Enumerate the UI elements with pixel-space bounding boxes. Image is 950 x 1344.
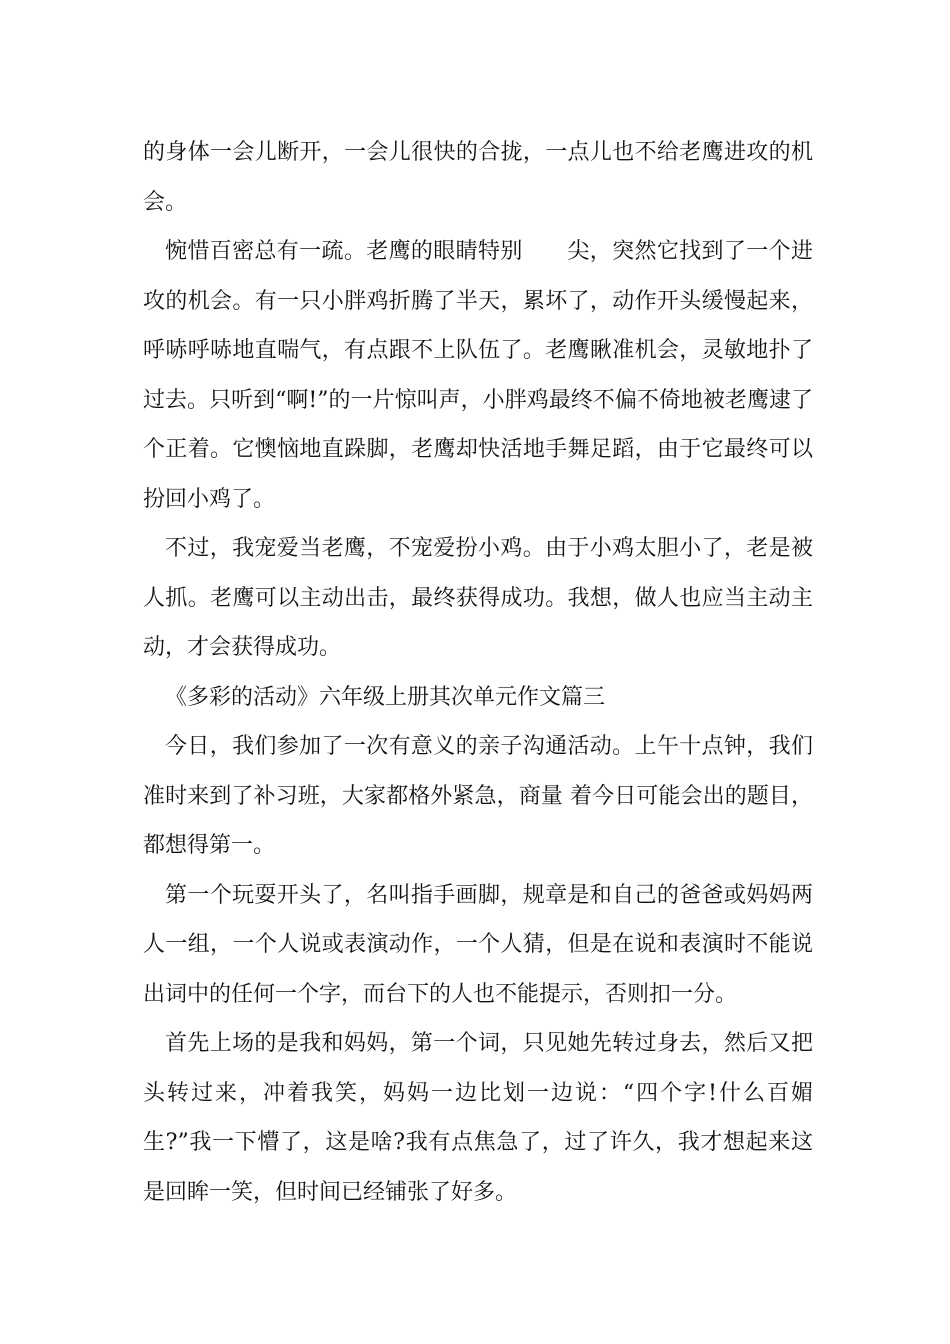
paragraph-3: 不过，我宠爱当老鹰，不宠爱扮小鸡。由于小鸡太胆小了，老是被人抓。老鹰可以主动出击，最终获得成功。我想，做人也应当主动主动，才会获得成功。 <box>143 536 813 660</box>
paragraph-4: 今日，我们参加了一次有意义的亲子沟通活动。上午十点钟，我们准时来到了补习班，大家都格外紧急，商量 着今日可能会出的题目，都想得第一。 <box>143 734 813 858</box>
paragraph-1: 的身体一会儿断开，一会儿很快的合拢，一点儿也不给老鹰进攻的机会。 <box>143 140 813 215</box>
paragraph-5: 第一个玩耍开头了，名叫指手画脚，规章是和自己的爸爸或妈妈两人一组，一个人说或表演动作，一个人猜，但是在说和表演时不能说出词中的任何一个字，而台下的人也不能提示，否则扣一分。 <box>143 882 813 1007</box>
document-body <box>143 128 813 1217</box>
paragraph-2: 惋惜百密总有一疏。老鹰的眼睛特别 尖，突然它找到了一个进攻的机会。有一只小胖鸡折腾了半天，累坏了，动作开头缓慢起来，呼哧呼哧地直喘气，有点跟不上队伍了。老鹰瞅准机会，灵敏地扑了过去。只听到“啊!”的一片惊叫声，小胖鸡最终不偏不倚地被老鹰逮了个正着。它懊恼地直跺脚，老鹰却快活地手舞足蹈，由于它最终可以扮回小鸡了。 <box>143 239 813 512</box>
paragraph-6: 首先上场的是我和妈妈，第一个词，只见她先转过身去，然后又把头转过来，冲着我笑，妈妈一边比划一边说：“四个字!什么百媚生?”我一下懵了，这是啥?我有点焦急了，过了许久，我才想起来这是回眸一笑，但时间已经铺张了好多。 <box>143 1031 813 1205</box>
section-heading: 《多彩的活动》六年级上册其次单元作文篇三 <box>165 684 606 710</box>
